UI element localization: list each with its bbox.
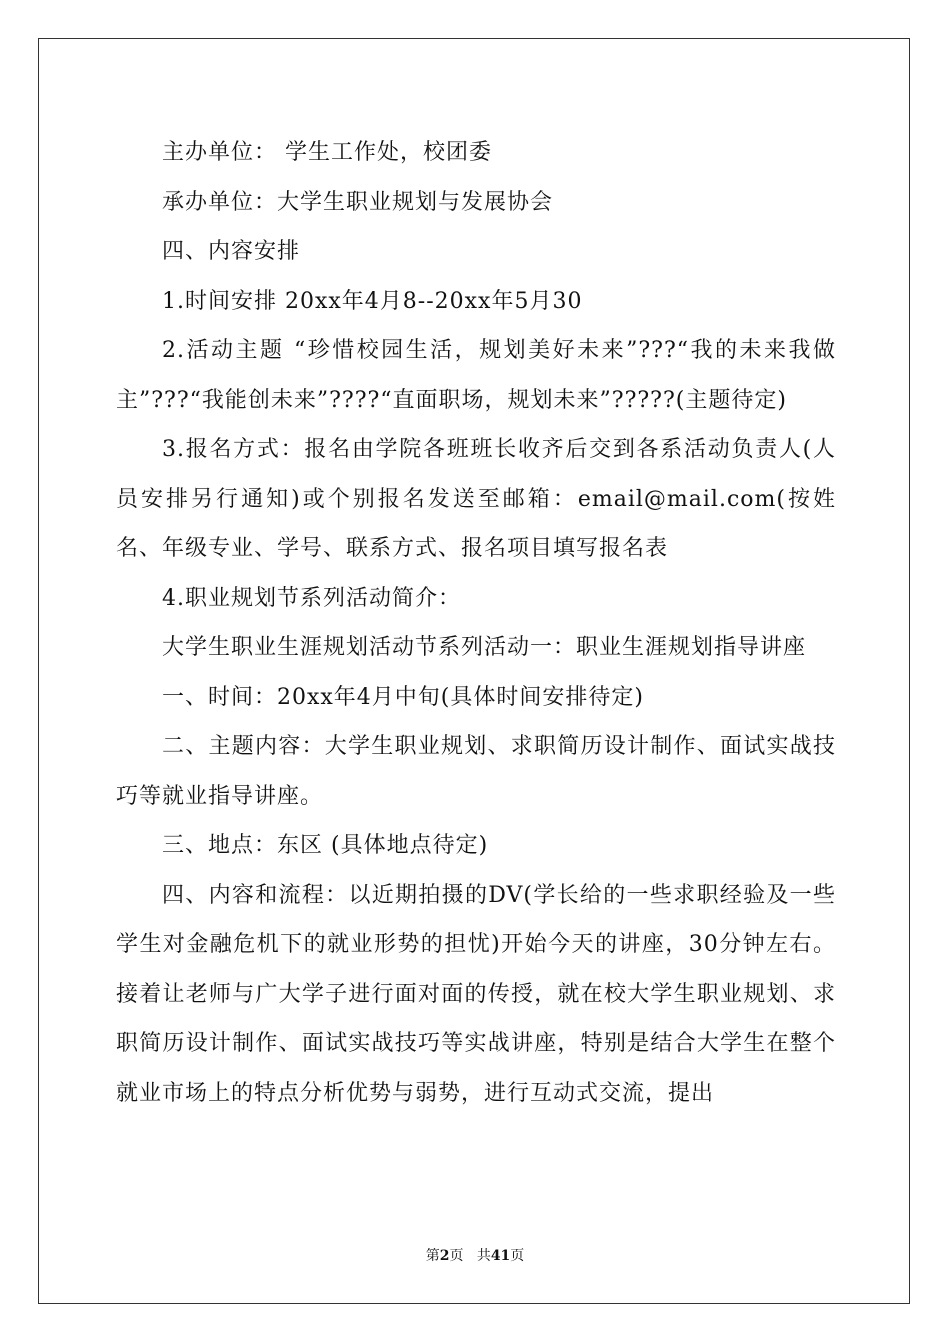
paragraph-schedule: 1.时间安排 20xx年4月8--20xx年5月30	[162, 288, 583, 314]
paragraph-time: 一、时间：20xx年4月中旬(具体时间安排待定)	[162, 684, 644, 710]
document-body	[116, 128, 836, 1118]
paragraph-activity-one: 大学生职业生涯规划活动节系列活动一：职业生涯规划指导讲座	[162, 635, 807, 660]
paragraph-activity-intro: 4.职业规划节系列活动简介：	[162, 585, 461, 611]
footer-total-unit: 页	[510, 1248, 525, 1264]
paragraph-registration: 3.报名方式：报名由学院各班班长收齐后交到各系活动负责人(人员安排另行通知)或个别报名发送至邮箱：email@mail.com(按姓名、年级专业、学号、联系方式、报名项目填写报名表	[116, 437, 836, 561]
paragraph-topic: 二、主题内容：大学生职业规划、求职简历设计制作、面试实战技巧等就业指导讲座。	[116, 734, 836, 809]
footer-total-prefix: 共	[476, 1248, 491, 1264]
footer-prefix: 第	[425, 1248, 440, 1264]
footer-current-page: 2	[439, 1248, 450, 1264]
paragraph-organizer: 主办单位： 学生工作处，校团委	[162, 140, 492, 165]
page-footer	[0, 1245, 950, 1265]
footer-page-unit: 页	[449, 1248, 464, 1264]
paragraph-location: 三、地点：东区 (具体地点待定)	[162, 833, 489, 858]
paragraph-section-heading: 四、内容安排	[162, 239, 301, 264]
footer-total-pages: 41	[490, 1248, 511, 1264]
paragraph-process: 四、内容和流程：以近期拍摄的DV(学长给的一些求职经验及一些学生对金融危机下的就业形势的担忧)开始今天的讲座，30分钟左右。接着让老师与广大学子进行面对面的传授，就在校大学生职业规划、求职简历设计制作、面试实战技巧等实战讲座，特别是结合大学生在整个就业市场上的特点分析优势与弱势，进行互动式交流，提出	[116, 882, 836, 1106]
paragraph-theme: 2.活动主题 “珍惜校园生活，规划美好未来”???“我的未来我做主”???“我能创未来”????“直面职场，规划未来”?????(主题待定)	[116, 338, 836, 413]
paragraph-host: 承办单位：大学生职业规划与发展协会	[162, 189, 554, 215]
